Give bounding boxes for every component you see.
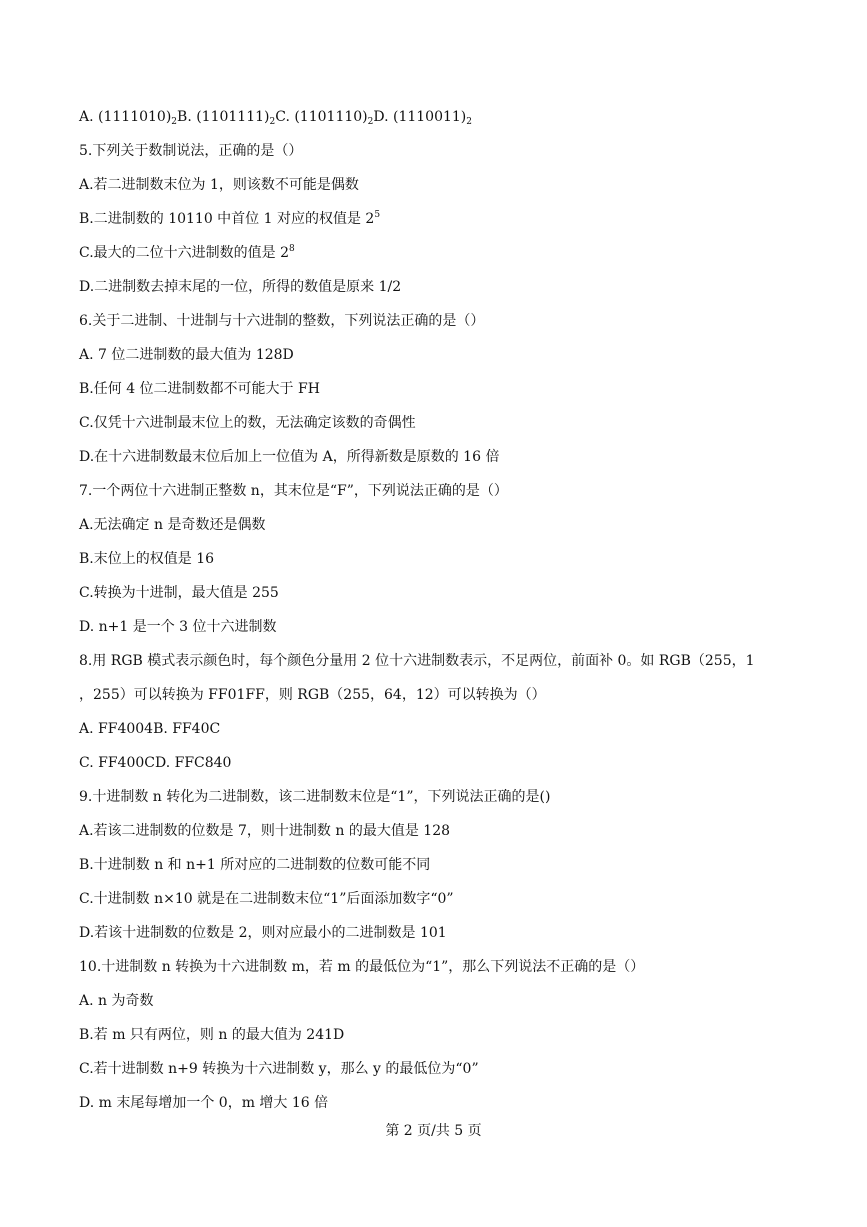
q6-stem: 6.关于二进制、十进制与十六进制的整数，下列说法正确的是（）	[79, 313, 485, 329]
q7-option-c: C.转换为十进制，最大值是 255	[79, 585, 279, 601]
q10-option-c: C.若十进制数 n+9 转换为十六进制数 y，那么 y 的最低位为“0”	[79, 1061, 479, 1077]
q5-option-b-text: B.二进制数的 10110 中首位 1 对应的权值是 2	[79, 211, 375, 227]
q7-option-b: B.末位上的权值是 16	[79, 551, 215, 567]
q4-option-d-subscript: 2	[466, 117, 472, 127]
q8-options-cd: C. FF400CD. FFC840	[79, 755, 232, 771]
q5-option-b-exponent: 5	[374, 210, 381, 220]
q5-option-c-text: C.最大的二位十六进制数的值是 2	[79, 245, 290, 261]
q5-option-d: D.二进制数去掉末尾的一位，所得的数值是原来 1/2	[79, 279, 402, 295]
q9-option-c: C.十进制数 n×10 就是在二进制数末位“1”后面添加数字“0”	[79, 891, 454, 907]
q8-stem-line-1: 8.用 RGB 模式表示颜色时，每个颜色分量用 2 位十六进制数表示，不足两位，前面补 0。如 RGB（255，1	[79, 653, 755, 669]
q6-option-b: B.任何 4 位二进制数都不可能大于 FH	[79, 381, 320, 397]
q9-option-b: B.十进制数 n 和 n+1 所对应的二进制数的位数可能不同	[79, 857, 431, 873]
q8-stem-line-2: ，255）可以转换为 FF01FF，则 RGB（255，64，12）可以转换为（）	[79, 687, 546, 703]
q9-option-d: D.若该十进制数的位数是 2，则对应最小的二进制数是 101	[79, 925, 447, 941]
q8-options-ab: A. FF4004B. FF40C	[79, 721, 221, 737]
q10-option-d: D. m 末尾每增加一个 0，m 增大 16 倍	[79, 1095, 329, 1111]
page-number-footer: 第 2 页/共 5 页	[385, 1123, 482, 1139]
q4-option-a-subscript: 2	[171, 117, 178, 127]
q5-option-a: A.若二进制数末位为 1，则该数不可能是偶数	[79, 177, 359, 193]
q7-option-a: A.无法确定 n 是奇数还是偶数	[79, 517, 266, 533]
q10-stem: 10.十进制数 n 转换为十六进制数 m，若 m 的最低位为“1”，那么下列说法不正确的是（）	[79, 959, 645, 975]
q6-option-a: A. 7 位二进制数的最大值为 128D	[79, 347, 294, 363]
q9-stem: 9.十进制数 n 转化为二进制数，该二进制数末位是“1”，下列说法正确的是()	[79, 789, 551, 805]
q7-option-d: D. n+1 是一个 3 位十六进制数	[79, 619, 277, 635]
q5-option-b	[79, 209, 380, 229]
q10-option-a: A. n 为奇数	[79, 993, 154, 1009]
q4-option-d: D. (1110011)	[373, 109, 467, 125]
q4-option-b: B. (1101111)	[177, 109, 270, 125]
q6-option-c: C.仅凭十六进制最末位上的数，无法确定该数的奇偶性	[79, 415, 416, 431]
q4-option-a: A. (1111010)	[79, 109, 172, 125]
q4-option-c: C. (1101110)	[275, 109, 368, 125]
q4-options	[79, 107, 472, 127]
q5-option-c	[79, 243, 295, 263]
q4-option-c-subscript: 2	[367, 117, 374, 127]
q5-option-c-exponent: 8	[289, 244, 295, 254]
q6-option-d: D.在十六进制数最末位后加上一位值为 A，所得新数是原数的 16 倍	[79, 449, 500, 465]
q4-option-b-subscript: 2	[269, 117, 276, 127]
q10-option-b: B.若 m 只有两位，则 n 的最大值为 241D	[79, 1027, 345, 1043]
q9-option-a: A.若该二进制数的位数是 7，则十进制数 n 的最大值是 128	[79, 823, 451, 839]
q7-stem: 7.一个两位十六进制正整数 n，其末位是“F”，下列说法正确的是（）	[79, 483, 508, 499]
q5-stem: 5.下列关于数制说法，正确的是（）	[79, 143, 303, 159]
